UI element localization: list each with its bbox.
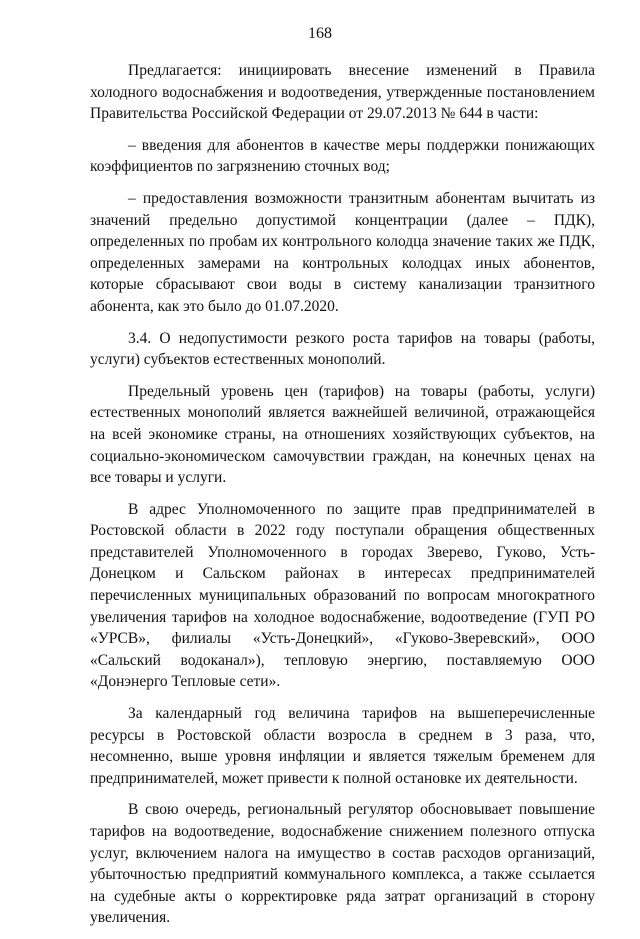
paragraph-price-level: Предельный уровень цен (тарифов) на товары (работы, услуги) естественных монополий является важнейшей величиной, отражающейся на всей экономике страны, на отношениях хозяйствующих субъектов, на социально-экономическом самочувствии граждан, на конечных ценах на все товары и услуги. <box>90 382 595 487</box>
paragraph-appeals: В адрес Уполномоченного по защите прав предпринимателей в Ростовской области в 2022 году поступали обращения общественных представителей Уполномоченного в городах Зверево, Гуково, Усть-Донецком и Сальском районах в интересах предпринимателей перечисленных муниципальных образований по вопросам многократного увеличения тарифов на холодное водоснабжение, водоотведение (ГУП РО «УРСВ», филиалы «Усть-Донецкий», «Гуково-Зверевский», ООО «Сальский водоканал»), тепловую энергию, поставляемую ООО «Донэнерго Тепловые сети». <box>90 500 595 691</box>
paragraph-bullet-transit: – предоставления возможности транзитным абонентам вычитать из значений предельно допустимой концентрации (далее – ПДК), определенных по пробам их контрольного колодца значение таких же ПДК, определенных замерами на контрольных колодцах иных абонентов, которые сбрасывают свои воды в систему канализации транзитного абонента, как это было до 01.07.2020. <box>90 189 595 315</box>
page-number: 168 <box>308 25 332 42</box>
section-heading-3-4: 3.4. О недопустимости резкого роста тарифов на товары (работы, услуги) субъектов естественных монополий. <box>90 329 595 369</box>
paragraph-tariff-growth: За календарный год величина тарифов на вышеперечисленные ресурсы в Ростовской области возросла в среднем в 3 раза, что, несомненно, выше уровня инфляции и является тяжелым бременем для предпринимателей, может привести к полной остановке их деятельности. <box>90 705 595 787</box>
paragraph-proposal: Предлагается: инициировать внесение изменений в Правила холодного водоснабжения и водоотведения, утвержденные постановлением Правительства Российской Федерации от 29.07.2013 № 644 в части: <box>90 62 595 123</box>
document-body <box>90 60 595 939</box>
paragraph-bullet-coefficients: – введения для абонентов в качестве меры поддержки понижающих коэффициентов по загрязнению сточных вод; <box>90 136 595 176</box>
paragraph-regulator: В свою очередь, региональный регулятор обосновывает повышение тарифов на водоотведение, водоснабжение снижением полезного отпуска услуг, включением налога на имущество в состав расходов организаций, убыточностью предприятий коммунального комплекса, а также ссылается на судебные акты о корректировке ряда затрат организаций в сторону увеличения. <box>90 801 595 927</box>
